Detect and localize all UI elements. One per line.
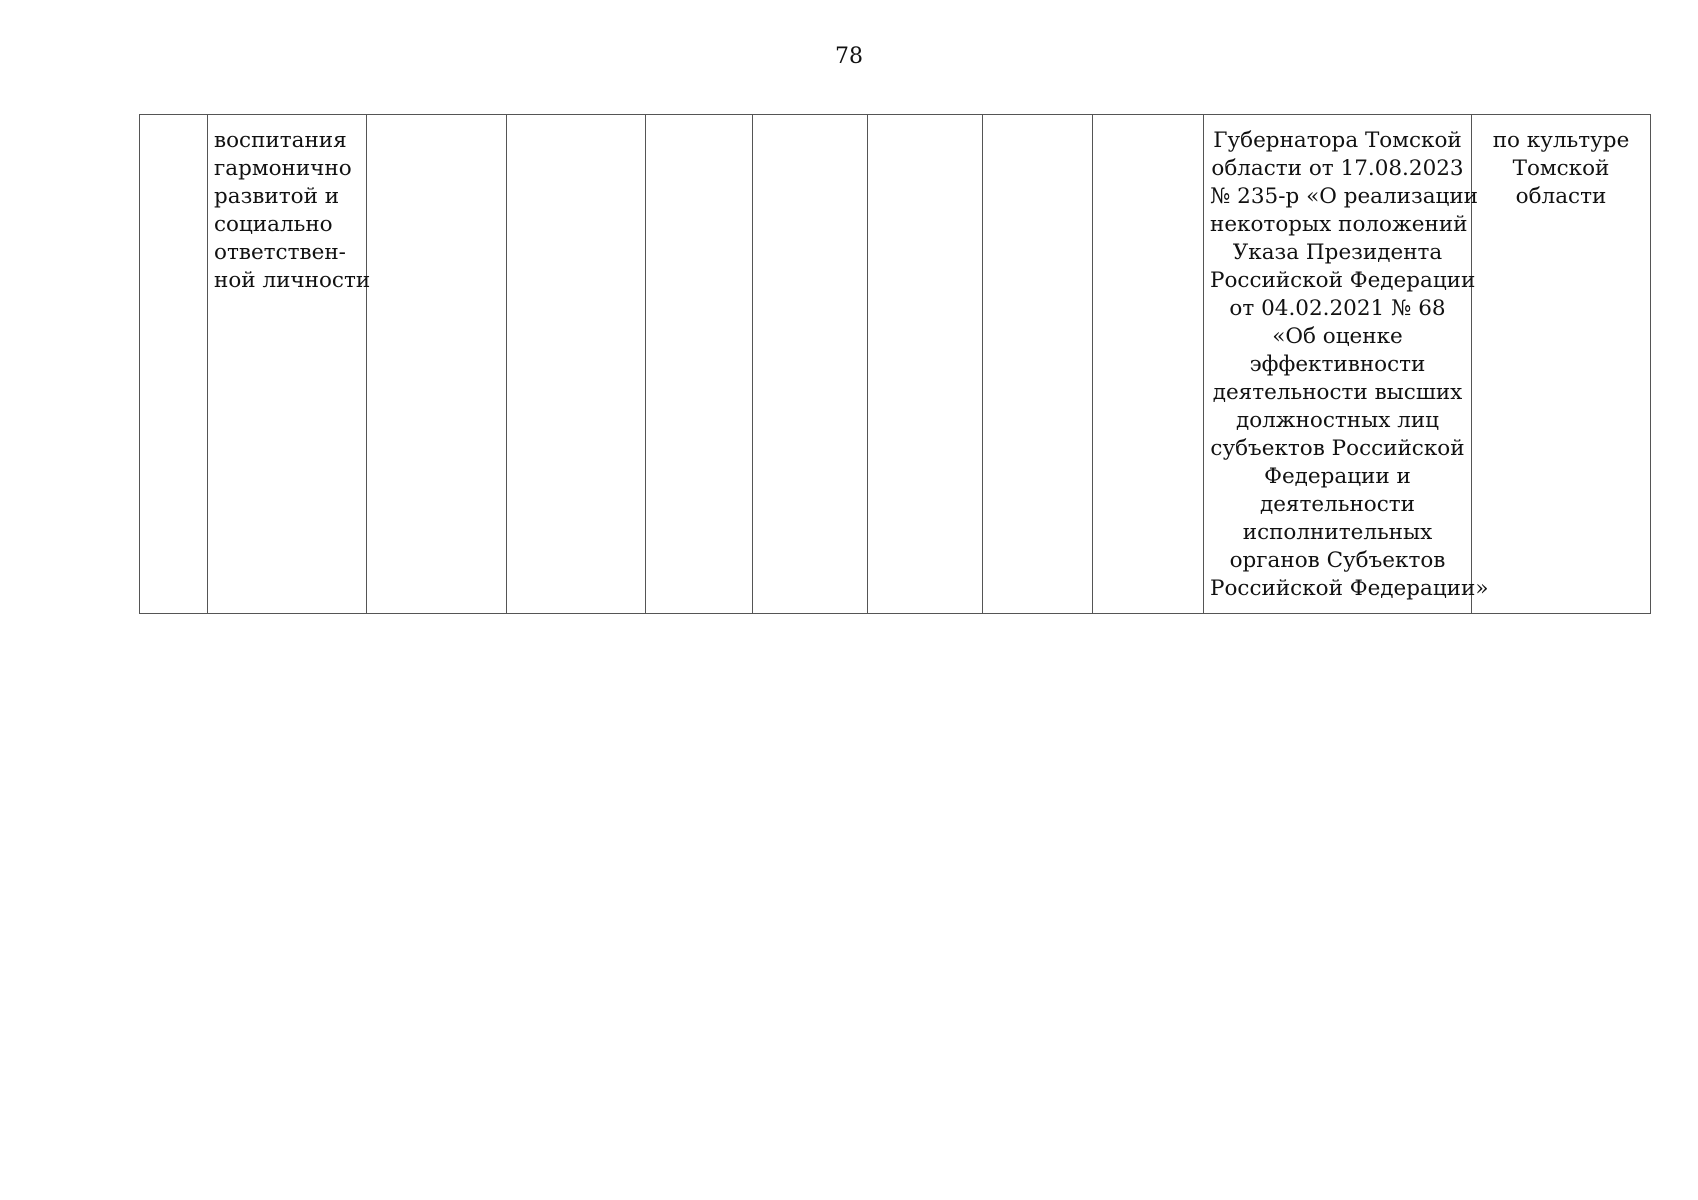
cell-line: Указа Президента (1232, 240, 1443, 265)
cell-line: некоторых положений (1210, 212, 1468, 237)
cell-number (140, 115, 208, 614)
cell-responsible (1472, 115, 1651, 614)
cell-empty-3 (367, 115, 507, 614)
cell-empty-6 (753, 115, 868, 614)
cell-line: органов Субъектов (1229, 548, 1446, 573)
cell-line: Губернатора Томской (1213, 128, 1462, 153)
cell-line: Томской (1512, 156, 1610, 181)
cell-line: Российской Федерации (1210, 268, 1476, 293)
cell-line: по культуре (1492, 128, 1630, 153)
cell-line: ответствен- (214, 240, 346, 265)
cell-line: области от 17.08.2023 (1211, 156, 1464, 181)
cell-goal-text (208, 115, 371, 614)
cell-line: должностных лиц (1235, 408, 1440, 433)
cell-empty-5 (646, 115, 753, 614)
cell-line: области (1515, 184, 1607, 209)
cell-line: исполнительных (1242, 520, 1433, 545)
cell-line: Федерации и (1264, 464, 1411, 489)
cell-line: гармонично (214, 156, 352, 181)
cell-empty-8 (983, 115, 1093, 614)
cell-line: ной личности (214, 268, 371, 293)
cell-line: от 04.02.2021 № 68 (1229, 296, 1446, 321)
document-table (139, 114, 1651, 614)
cell-line: эффективности (1249, 352, 1426, 377)
cell-empty-4 (507, 115, 646, 614)
cell-empty-7 (868, 115, 983, 614)
cell-line: деятельности (1259, 492, 1416, 517)
page-number: 78 (835, 44, 863, 69)
cell-line: воспитания (214, 128, 347, 153)
cell-line: № 235-р «О реализации (1210, 184, 1479, 209)
cell-line: субъектов Российской (1210, 436, 1465, 461)
cell-legal-basis (1204, 115, 1489, 614)
cell-line: Российской Федерации» (1210, 576, 1489, 601)
table-row (140, 115, 1651, 614)
cell-line: «Об оценке (1272, 324, 1403, 349)
cell-line: деятельности высших (1212, 380, 1463, 405)
cell-line: развитой и (214, 184, 340, 209)
cell-line: социально (214, 212, 333, 237)
cell-empty-9 (1093, 115, 1204, 614)
